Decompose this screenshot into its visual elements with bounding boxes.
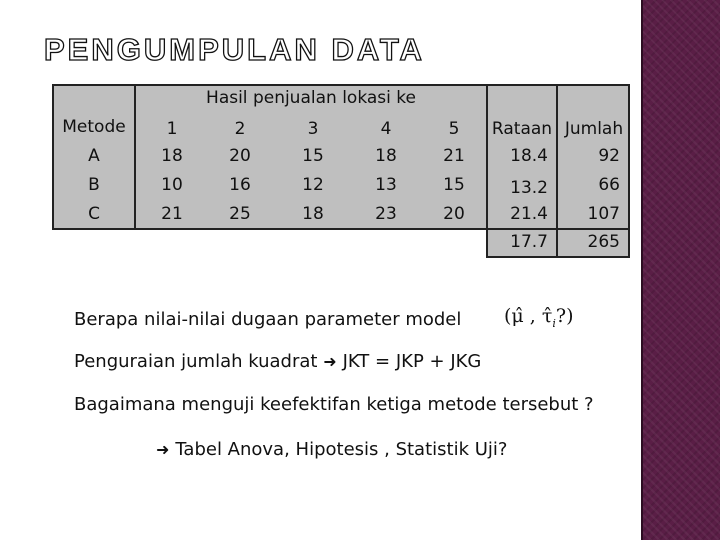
table-cell: 25 bbox=[229, 204, 251, 224]
decorative-sidebar bbox=[641, 0, 720, 540]
rataan-value: 18.4 bbox=[510, 146, 548, 166]
model-parameters-formula bbox=[504, 304, 574, 336]
location-header-5: 5 bbox=[448, 119, 460, 139]
question-estimates: Berapa nilai-nilai dugaan parameter model bbox=[74, 309, 462, 330]
table-cell: 23 bbox=[375, 204, 397, 224]
sum-of-squares-text: Penguraian jumlah kuadrat bbox=[74, 351, 318, 372]
table-cell: 18 bbox=[302, 204, 324, 224]
next-steps-line bbox=[156, 439, 507, 461]
table-cell: 21 bbox=[443, 146, 465, 166]
sidebar-divider bbox=[641, 0, 643, 540]
arrow-right-icon: ➜ bbox=[156, 440, 170, 459]
table-cell: 20 bbox=[229, 146, 251, 166]
jumlah-header: Jumlah bbox=[564, 119, 624, 139]
question-effectiveness: Bagaimana menguji keefektifan ketiga metode tersebut ? bbox=[74, 394, 594, 415]
table-row-method: B bbox=[88, 175, 100, 195]
sum-of-squares-equation: JKT = JKP + JKG bbox=[342, 351, 482, 372]
slide-title bbox=[42, 30, 462, 70]
column-divider-2 bbox=[556, 84, 558, 258]
jumlah-value: 66 bbox=[598, 175, 620, 195]
table-cell: 21 bbox=[161, 204, 183, 224]
table-row-method: C bbox=[88, 204, 100, 224]
table-cell: 20 bbox=[443, 204, 465, 224]
slide-title-text: PENGUMPULAN DATA bbox=[44, 32, 425, 67]
table-cell: 16 bbox=[229, 175, 251, 195]
location-header-4: 4 bbox=[380, 119, 392, 139]
method-header: Metode bbox=[62, 117, 126, 137]
location-header-3: 3 bbox=[307, 119, 319, 139]
jumlah-value: 265 bbox=[587, 232, 620, 252]
rataan-header: Rataan bbox=[491, 119, 553, 139]
rataan-value: 17.7 bbox=[510, 232, 548, 252]
rataan-value: 21.4 bbox=[510, 204, 548, 224]
table-cell: 13 bbox=[375, 175, 397, 195]
table-cell: 15 bbox=[302, 146, 324, 166]
table-cell: 18 bbox=[161, 146, 183, 166]
jumlah-value: 92 bbox=[598, 146, 620, 166]
rataan-value: 13.2 bbox=[510, 178, 548, 198]
sum-of-squares-line bbox=[74, 351, 481, 373]
table-cell: 12 bbox=[302, 175, 324, 195]
group-header: Hasil penjualan lokasi ke bbox=[206, 88, 416, 108]
location-header-2: 2 bbox=[234, 119, 246, 139]
jumlah-value: 107 bbox=[587, 204, 620, 224]
next-steps-text: Tabel Anova, Hipotesis , Statistik Uji? bbox=[175, 439, 508, 460]
table-cell: 18 bbox=[375, 146, 397, 166]
table-cell: 15 bbox=[443, 175, 465, 195]
formula-mu-tau: (μ̂ , τ̂ bbox=[504, 305, 553, 327]
location-header-1: 1 bbox=[166, 119, 178, 139]
arrow-right-icon: ➜ bbox=[323, 352, 337, 371]
table-cell: 10 bbox=[161, 175, 183, 195]
formula-close: ?) bbox=[555, 305, 574, 327]
formula-subscript: i bbox=[552, 317, 556, 330]
table-row-method: A bbox=[88, 146, 100, 166]
